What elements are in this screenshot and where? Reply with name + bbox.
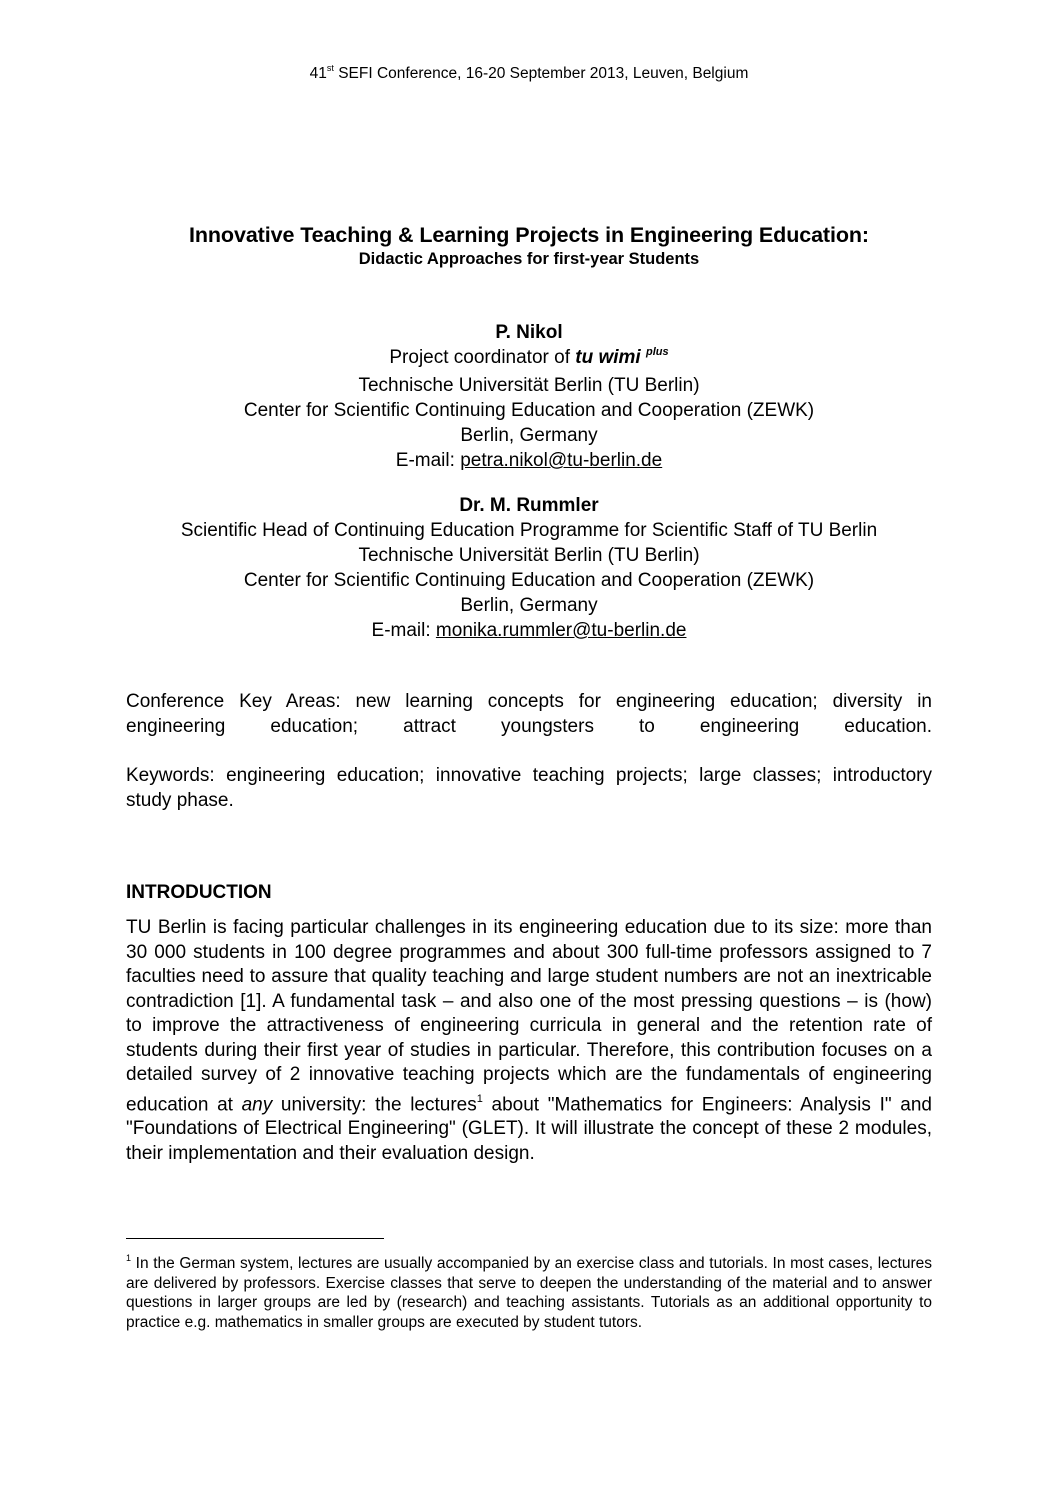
footnote: [126, 1250, 932, 1332]
project-name: tu wimi: [575, 347, 641, 368]
author-center: Center for Scientific Continuing Education and Cooperation (ZEWK): [243, 570, 815, 591]
email-link[interactable]: petra.nikol@tu-berlin.de: [460, 450, 663, 471]
title-block: [0, 222, 1058, 270]
author-location: Berlin, Germany: [460, 425, 598, 446]
email-link[interactable]: monika.rummler@tu-berlin.de: [435, 620, 687, 641]
keywords-paragraph: Keywords: engineering education; innovative teaching projects; large classes; introductory study phase.: [126, 765, 932, 811]
footnote-text: In the German system, lectures are usually accompanied by an exercise class and tutorials. In most cases, lectures are delivered by professors. Exercise classes that serve to deepen the understanding of the material and to answer questions in larger groups are led by (research) and teaching assistants. Tutorials as an additional opportunity to practice e.g. mathematics in smaller groups are executed by student tutors.: [126, 1255, 932, 1331]
author-center: Center for Scientific Continuing Education and Cooperation (ZEWK): [243, 400, 815, 421]
intro-text-2: university: the lectures: [272, 1093, 477, 1115]
header-ordinal: st: [326, 63, 334, 73]
intro-text-3: about "Mathematics for Engineers: Analysis I" and "Foundations of Electrical Engineering" (GLET). It will illustrate the concept of these 2 modules, their implementation and their evaluation design.: [126, 1093, 932, 1164]
header-text: SEFI Conference, 16-20 September 2013, Leuven, Belgium: [333, 65, 749, 83]
paper-subtitle: Didactic Approaches for first-year Students: [358, 250, 700, 268]
author-name: P. Nikol: [495, 322, 563, 343]
key-areas-line-2: engineering education; attract youngsters to engineering education.: [126, 715, 932, 737]
introduction-paragraph: [126, 916, 932, 1166]
key-areas-paragraph: [126, 690, 932, 739]
author-location: Berlin, Germany: [460, 595, 598, 616]
author-institution: Technische Universität Berlin (TU Berlin): [358, 375, 700, 396]
header-number: 41: [309, 65, 327, 83]
email-label: E-mail:: [395, 450, 461, 471]
author-block-2: [0, 493, 1058, 643]
intro-text-1: TU Berlin is facing particular challenges in its engineering education due to its size: more than 30 000 students in 100 degree programmes and about 300 full-time professors assigned to 7 faculties need to assure that quality teaching and large student numbers are not an inextricable contradiction [1]. A fundamental task – and also one of the most pressing questions – is (how) to improve the attractiveness of engineering curricula in general and the retention rate of students during their first year of studies in particular. Therefore, this contribution focuses on a detailed survey of 2 innovative teaching projects which are the fundamentals of engineering education at: [126, 917, 932, 1115]
author-block-1: [0, 320, 1058, 473]
author-role-text: Project coordinator of: [389, 347, 576, 368]
author-email-line: [0, 618, 1058, 643]
author-name: Dr. M. Rummler: [459, 495, 599, 516]
email-label: E-mail:: [371, 620, 436, 641]
key-areas-line-1: Conference Key Areas: new learning concepts for engineering education; diversity in: [126, 691, 932, 712]
intro-emphasis: any: [241, 1093, 273, 1115]
footnote-divider: [126, 1238, 384, 1239]
author-role: Scientific Head of Continuing Education Programme for Scientific Staff of TU Berlin: [180, 520, 878, 541]
project-superscript: plus: [645, 346, 669, 358]
conference-header: [0, 64, 1058, 83]
author-role: [0, 345, 1058, 373]
author-email-line: [0, 448, 1058, 473]
author-institution: Technische Universität Berlin (TU Berlin): [358, 545, 700, 566]
paper-title: Innovative Teaching & Learning Projects in Engineering Education:: [188, 223, 869, 247]
section-heading: INTRODUCTION: [126, 882, 272, 903]
footnote-mark: 1: [126, 1253, 132, 1263]
footnote-reference[interactable]: 1: [476, 1092, 483, 1105]
